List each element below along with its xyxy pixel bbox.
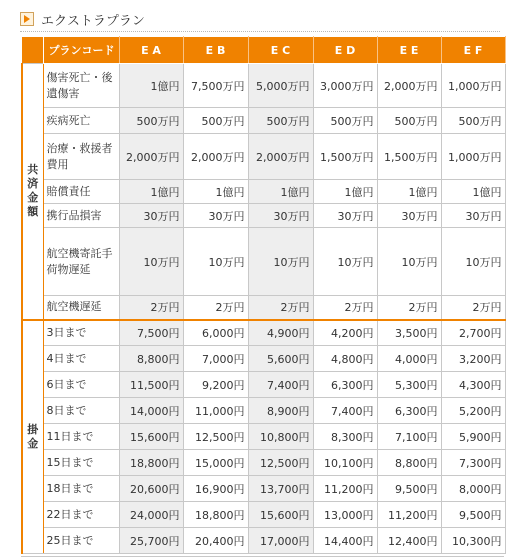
value-cell: 18,800円 (183, 502, 248, 528)
section-label: 共 済 金 額 (22, 64, 43, 320)
section-label: 掛 金 (22, 320, 43, 554)
value-cell: 11,200円 (313, 476, 377, 502)
value-cell: 5,900円 (441, 424, 505, 450)
value-cell: 30万円 (119, 204, 183, 228)
value-cell: 500万円 (248, 108, 313, 134)
value-cell: 17,000円 (248, 528, 313, 554)
value-cell: 6,300円 (377, 398, 441, 424)
value-cell: 12,500円 (183, 424, 248, 450)
plan-code-header: プランコード (43, 37, 119, 64)
row-label: 22日まで (43, 502, 119, 528)
value-cell: 7,000円 (183, 346, 248, 372)
value-cell: 30万円 (183, 204, 248, 228)
value-cell: 1億円 (441, 180, 505, 204)
section-title: エクストラプラン (41, 13, 145, 29)
value-cell: 3,000万円 (313, 64, 377, 108)
value-cell: 2万円 (119, 296, 183, 320)
table-row (22, 528, 505, 554)
value-cell: 1億円 (119, 180, 183, 204)
table-row (22, 296, 505, 320)
value-cell: 9,500円 (377, 476, 441, 502)
value-cell: 2万円 (313, 296, 377, 320)
plan-header-ed: E D (313, 37, 377, 64)
value-cell: 20,400円 (183, 528, 248, 554)
table-row (22, 228, 505, 296)
value-cell: 1,000万円 (441, 64, 505, 108)
value-cell: 8,800円 (119, 346, 183, 372)
header-corner (22, 37, 43, 64)
value-cell: 30万円 (248, 204, 313, 228)
value-cell: 1億円 (248, 180, 313, 204)
value-cell: 2,000万円 (248, 134, 313, 180)
value-cell: 30万円 (441, 204, 505, 228)
value-cell: 2,700円 (441, 320, 505, 346)
value-cell: 16,900円 (183, 476, 248, 502)
value-cell: 5,300円 (377, 372, 441, 398)
value-cell: 1,000万円 (441, 134, 505, 180)
heading-divider (20, 31, 500, 32)
table-row (22, 424, 505, 450)
value-cell: 7,300円 (441, 450, 505, 476)
table-row (22, 476, 505, 502)
value-cell: 4,300円 (441, 372, 505, 398)
value-cell: 24,000円 (119, 502, 183, 528)
table-row (22, 180, 505, 204)
value-cell: 14,400円 (313, 528, 377, 554)
value-cell: 8,000円 (441, 476, 505, 502)
row-label: 4日まで (43, 346, 119, 372)
value-cell: 25,700円 (119, 528, 183, 554)
table-header-row (22, 37, 505, 64)
table-bottom-border (21, 556, 504, 557)
value-cell: 20,600円 (119, 476, 183, 502)
value-cell: 5,000万円 (248, 64, 313, 108)
value-cell: 7,500万円 (183, 64, 248, 108)
row-label: 3日まで (43, 320, 119, 346)
table-row (22, 502, 505, 528)
table-row (22, 346, 505, 372)
value-cell: 13,700円 (248, 476, 313, 502)
value-cell: 10万円 (248, 228, 313, 296)
value-cell: 18,800円 (119, 450, 183, 476)
value-cell: 1,500万円 (377, 134, 441, 180)
value-cell: 10,800円 (248, 424, 313, 450)
plan-header-ea: E A (119, 37, 183, 64)
value-cell: 8,900円 (248, 398, 313, 424)
value-cell: 500万円 (183, 108, 248, 134)
plan-header-ec: E C (248, 37, 313, 64)
value-cell: 2万円 (183, 296, 248, 320)
value-cell: 4,000円 (377, 346, 441, 372)
value-cell: 5,600円 (248, 346, 313, 372)
value-cell: 10,100円 (313, 450, 377, 476)
row-label: 15日まで (43, 450, 119, 476)
table-row (22, 108, 505, 134)
value-cell: 10,300円 (441, 528, 505, 554)
value-cell: 2万円 (377, 296, 441, 320)
row-label: 傷害死亡・後遺傷害 (43, 64, 119, 108)
row-label: 8日まで (43, 398, 119, 424)
value-cell: 4,900円 (248, 320, 313, 346)
value-cell: 5,200円 (441, 398, 505, 424)
value-cell: 10万円 (313, 228, 377, 296)
value-cell: 10万円 (183, 228, 248, 296)
row-label: 航空機寄託手荷物遅延 (43, 228, 119, 296)
value-cell: 3,500円 (377, 320, 441, 346)
value-cell: 2万円 (248, 296, 313, 320)
value-cell: 2万円 (441, 296, 505, 320)
row-label: 賠償責任 (43, 180, 119, 204)
value-cell: 11,000円 (183, 398, 248, 424)
row-label: 25日まで (43, 528, 119, 554)
plan-header-ef: E F (441, 37, 505, 64)
value-cell: 1億円 (183, 180, 248, 204)
value-cell: 4,800円 (313, 346, 377, 372)
value-cell: 15,600円 (248, 502, 313, 528)
play-arrow-icon (20, 12, 34, 26)
value-cell: 2,000万円 (183, 134, 248, 180)
value-cell: 7,100円 (377, 424, 441, 450)
value-cell: 15,600円 (119, 424, 183, 450)
value-cell: 2,000万円 (377, 64, 441, 108)
value-cell: 1,500万円 (313, 134, 377, 180)
row-label: 航空機遅延 (43, 296, 119, 320)
table-row (22, 450, 505, 476)
table-row (22, 134, 505, 180)
value-cell: 11,500円 (119, 372, 183, 398)
value-cell: 11,200円 (377, 502, 441, 528)
row-label: 治療・救援者費用 (43, 134, 119, 180)
row-label: 18日まで (43, 476, 119, 502)
value-cell: 14,000円 (119, 398, 183, 424)
value-cell: 10万円 (119, 228, 183, 296)
value-cell: 2,000万円 (119, 134, 183, 180)
value-cell: 15,000円 (183, 450, 248, 476)
value-cell: 13,000円 (313, 502, 377, 528)
value-cell: 12,400円 (377, 528, 441, 554)
row-label: 携行品損害 (43, 204, 119, 228)
value-cell: 9,500円 (441, 502, 505, 528)
plan-header-ee: E E (377, 37, 441, 64)
row-label: 11日まで (43, 424, 119, 450)
value-cell: 500万円 (313, 108, 377, 134)
value-cell: 7,400円 (313, 398, 377, 424)
plan-table (21, 36, 506, 554)
table-row (22, 372, 505, 398)
value-cell: 9,200円 (183, 372, 248, 398)
value-cell: 500万円 (119, 108, 183, 134)
value-cell: 1億円 (377, 180, 441, 204)
value-cell: 6,300円 (313, 372, 377, 398)
value-cell: 500万円 (441, 108, 505, 134)
table-row (22, 398, 505, 424)
section-heading (20, 8, 525, 30)
value-cell: 10万円 (441, 228, 505, 296)
value-cell: 7,400円 (248, 372, 313, 398)
row-label: 疾病死亡 (43, 108, 119, 134)
value-cell: 1億円 (119, 64, 183, 108)
value-cell: 10万円 (377, 228, 441, 296)
value-cell: 3,200円 (441, 346, 505, 372)
value-cell: 6,000円 (183, 320, 248, 346)
value-cell: 7,500円 (119, 320, 183, 346)
row-label: 6日まで (43, 372, 119, 398)
table-row (22, 204, 505, 228)
value-cell: 30万円 (313, 204, 377, 228)
value-cell: 500万円 (377, 108, 441, 134)
value-cell: 1億円 (313, 180, 377, 204)
plan-header-eb: E B (183, 37, 248, 64)
value-cell: 8,800円 (377, 450, 441, 476)
value-cell: 30万円 (377, 204, 441, 228)
value-cell: 12,500円 (248, 450, 313, 476)
value-cell: 4,200円 (313, 320, 377, 346)
table-row (22, 64, 505, 108)
value-cell: 8,300円 (313, 424, 377, 450)
table-row (22, 320, 505, 346)
